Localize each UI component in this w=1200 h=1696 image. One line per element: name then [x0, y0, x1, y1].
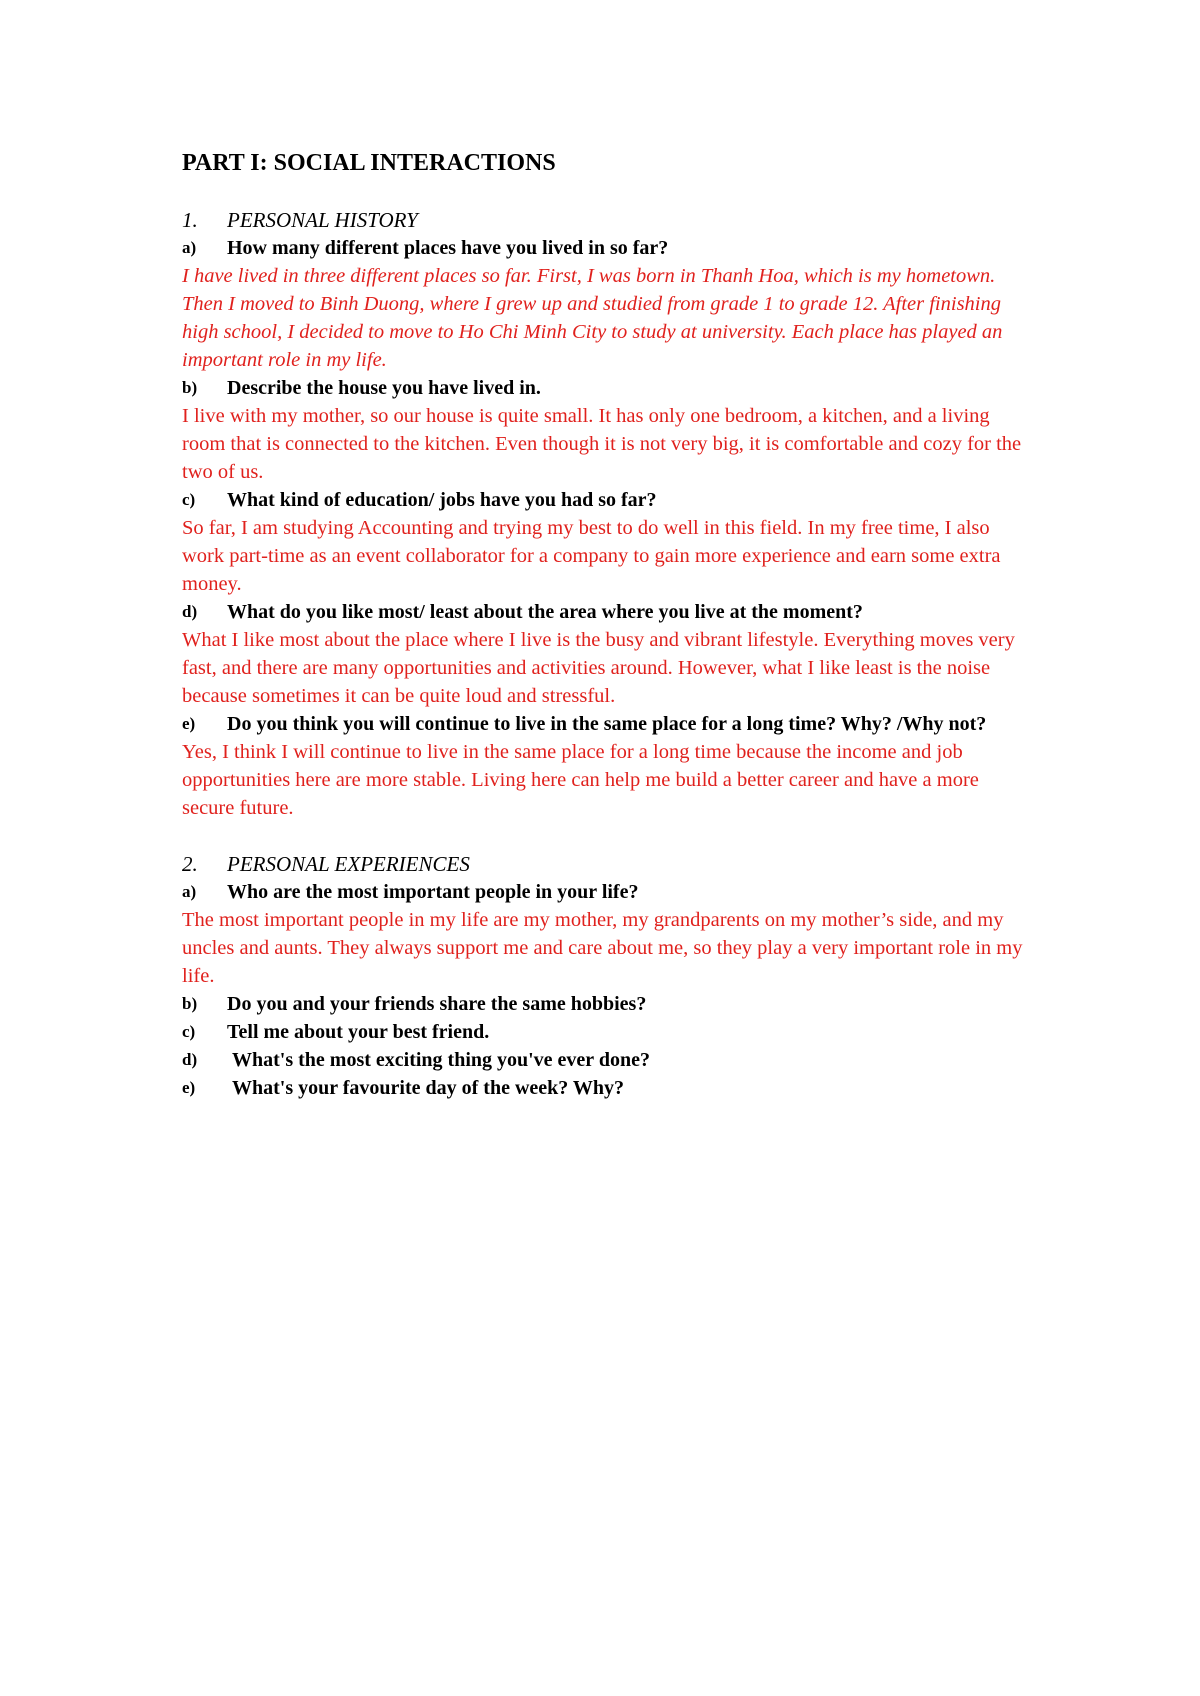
question: [182, 1074, 1028, 1102]
section-personal-history: [182, 206, 1028, 822]
question: [182, 598, 1028, 626]
question-text: What's the most exciting thing you've ever done?: [227, 1049, 650, 1071]
section-heading: [182, 206, 1028, 234]
question: [182, 374, 1028, 402]
question-letter: d): [182, 1050, 198, 1069]
section-title: PERSONAL HISTORY: [227, 208, 418, 232]
question-letter: a): [182, 882, 197, 901]
question: [182, 234, 1028, 262]
question: [182, 878, 1028, 906]
question-letter: a): [182, 238, 197, 257]
question: [182, 1018, 1028, 1046]
answer-text: Yes, I think I will continue to live in the same place for a long time because the income and job opportunities here are more stable. Living here can help me build a better career and have a more secure future.: [182, 741, 979, 819]
question-text: Who are the most important people in your life?: [227, 881, 639, 903]
question-text: What's your favourite day of the week? Why?: [227, 1077, 625, 1099]
question-text: Do you and your friends share the same hobbies?: [227, 993, 647, 1015]
question: [182, 1046, 1028, 1074]
section-heading: [182, 850, 1028, 878]
question-text: How many different places have you lived in so far?: [227, 237, 669, 259]
question-letter: b): [182, 378, 198, 397]
question-text: Do you think you will continue to live in the same place for a long time? Why? /Why not?: [227, 713, 987, 735]
part-title: PART I: SOCIAL INTERACTIONS: [182, 150, 556, 176]
question-text: Describe the house you have lived in.: [227, 377, 541, 399]
question-letter: e): [182, 714, 196, 733]
question-text: What do you like most/ least about the area where you live at the moment?: [227, 601, 863, 623]
question-letter: c): [182, 490, 196, 509]
section-number: 1.: [182, 208, 198, 232]
answer-text: The most important people in my life are my mother, my grandparents on my mother’s side, and my uncles and aunts. They always support me and care about me, so they play a very important role in my life.: [182, 909, 1023, 987]
answer-text: What I like most about the place where I live is the busy and vibrant lifestyle. Everything moves very fast, and there are many opportunities and activities around. However, what I like least is the noise because sometimes it can be quite loud and stressful.: [182, 629, 1015, 707]
section-number: 2.: [182, 852, 198, 876]
section-title: PERSONAL EXPERIENCES: [227, 852, 470, 876]
section-personal-experiences: [182, 850, 1028, 1102]
question-letter: e): [182, 1078, 196, 1097]
question: [182, 990, 1028, 1018]
question: [182, 710, 1028, 738]
answer-text: I have lived in three different places so far. First, I was born in Thanh Hoa, which is my hometown. Then I moved to Binh Duong, where I grew up and studied from grade 1 to grade 12. After finishing high school, I decided to move to Ho Chi Minh City to study at university. Each place has played an important role in my life.: [182, 265, 1003, 371]
question-text: What kind of education/ jobs have you had so far?: [227, 489, 657, 511]
answer-text: I live with my mother, so our house is quite small. It has only one bedroom, a kitchen, and a living room that is connected to the kitchen. Even though it is not very big, it is comfortable and cozy for the two of us.: [182, 405, 1022, 483]
question-letter: d): [182, 602, 198, 621]
question-letter: b): [182, 994, 198, 1013]
question-letter: c): [182, 1022, 196, 1041]
answer-text: So far, I am studying Accounting and trying my best to do well in this field. In my free time, I also work part-time as an event collaborator for a company to gain more experience and earn some extra money.: [182, 517, 1001, 595]
question-text: Tell me about your best friend.: [227, 1021, 490, 1043]
question: [182, 486, 1028, 514]
